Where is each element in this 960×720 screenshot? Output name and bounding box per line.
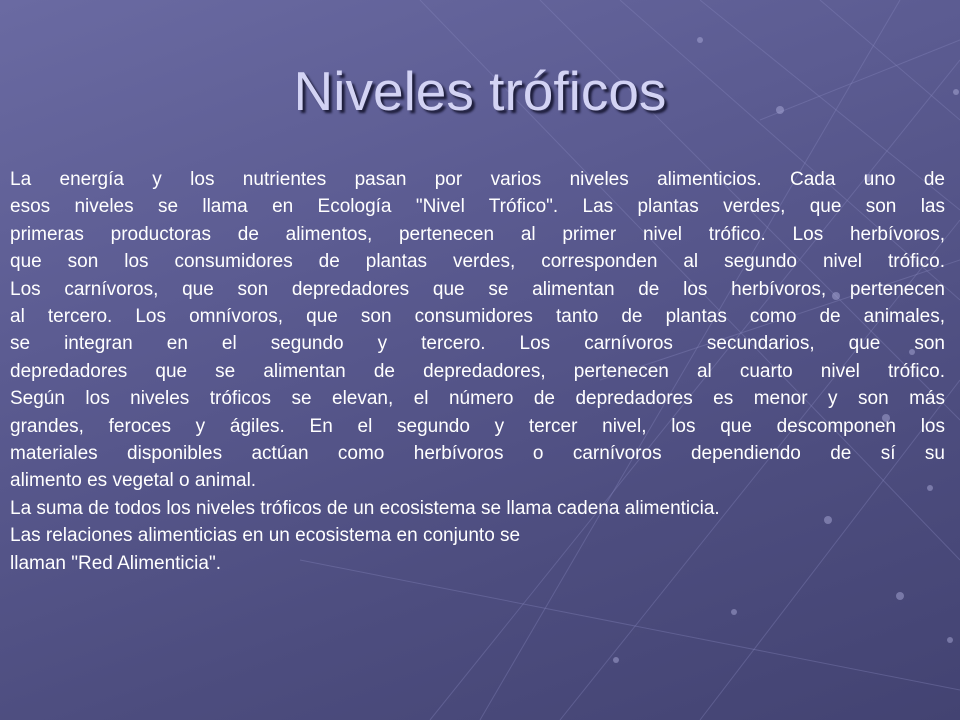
slide-title: Niveles tróficos [293, 60, 667, 122]
paragraph-line: se integran en el segundo y tercero. Los carnívoros secundarios, que son [10, 333, 945, 355]
paragraph-line: grandes, feroces y ágiles. En el segundo y tercer nivel, los que descomponen los [10, 415, 945, 437]
paragraph-line: esos niveles se llama en Ecología "Nivel Trófico". Las plantas verdes, que son las [10, 196, 945, 218]
body-text [10, 166, 945, 577]
paragraph-line: alimento es vegetal o animal. [10, 470, 257, 492]
paragraph-line: La suma de todos los niveles tróficos de un ecosistema se llama cadena alimenticia. [10, 497, 720, 519]
paragraph-line: Los carnívoros, que son depredadores que se alimentan de los herbívoros, pertenecen [10, 278, 945, 300]
paragraph-line: que son los consumidores de plantas verdes, corresponden al segundo nivel trófico. [10, 251, 945, 273]
paragraph-line: primeras productoras de alimentos, pertenecen al primer nivel trófico. Los herbívoros, [10, 223, 945, 245]
paragraph-line: Según los niveles tróficos se elevan, el número de depredadores es menor y son más [10, 388, 945, 410]
paragraph-line: al tercero. Los omnívoros, que son consumidores tanto de plantas como de animales, [10, 306, 945, 328]
paragraph-line: llaman "Red Alimenticia". [10, 552, 221, 574]
paragraph-line: depredadores que se alimentan de depredadores, pertenecen al cuarto nivel trófico. [10, 360, 945, 382]
paragraph-line: La energía y los nutrientes pasan por varios niveles alimenticios. Cada uno de [10, 169, 945, 190]
paragraph-line: Las relaciones alimenticias en un ecosistema en conjunto se [10, 525, 521, 547]
paragraph-line: materiales disponibles actúan como herbívoros o carnívoros dependiendo de sí su [10, 443, 945, 465]
